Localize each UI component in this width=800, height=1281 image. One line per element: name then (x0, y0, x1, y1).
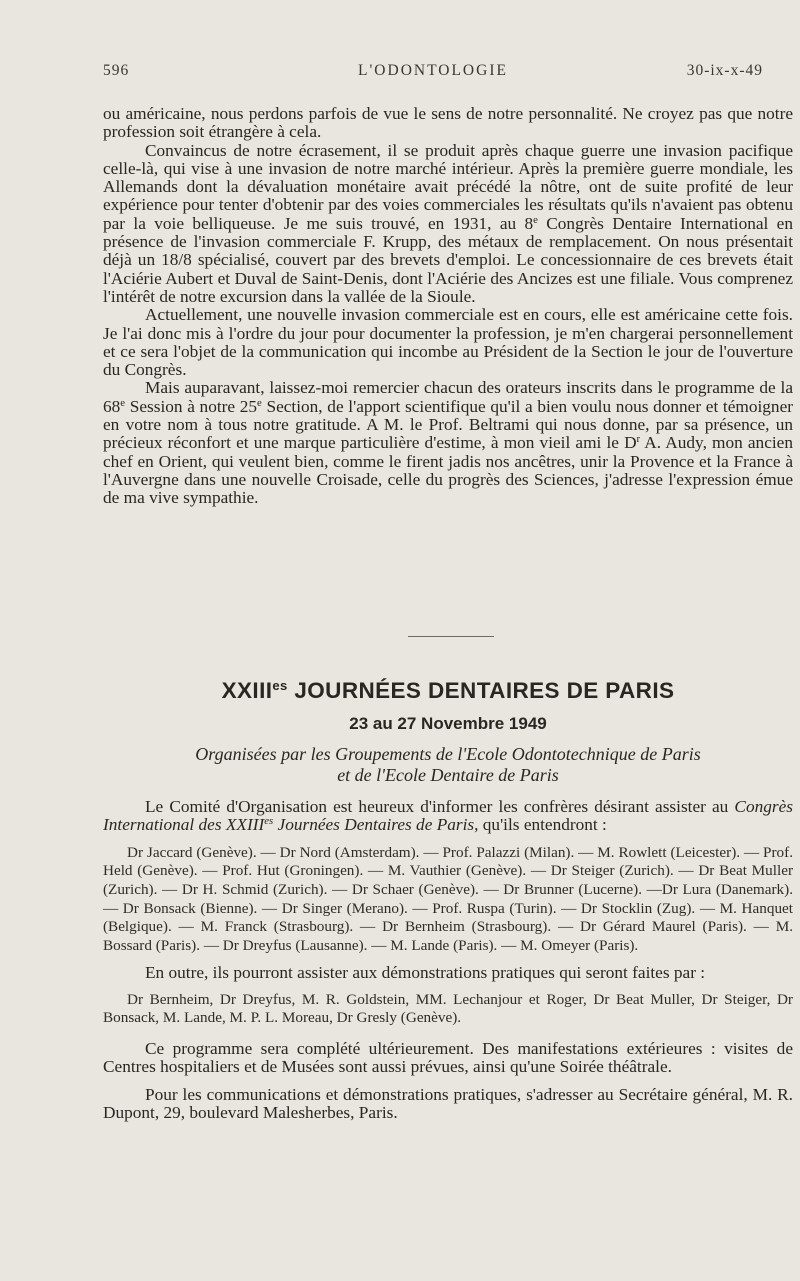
text-span: Journées Dentaires de Paris (273, 815, 475, 835)
text-span: Congrès International des XXIII (103, 797, 793, 835)
superscript: e (257, 396, 262, 409)
text-span: JOURNÉES DENTAIRES DE PARIS (287, 678, 675, 703)
demonstrators-list: Dr Bernheim, Dr Dreyfus, M. R. Goldstein, MM. Lechanjour et Roger, Dr Beat Muller, Dr Steiger, Dr Bonsack, M. Lande, M. P. L. Moreau, Dr Gresly (Genève). (103, 990, 793, 1027)
journal-title: L'ODONTOLOGIE (358, 62, 508, 79)
text-span: Section, de l'apport scientifique qu'il a bien voulu nous donner et témoigner en votre nom à tous notre gratitude. A M. le Prof. Beltrami qui nous donne, par sa présence, un précieux réconfort et une marque particulière d'estime, à mon vieil ami le D (103, 396, 793, 453)
text-span: Organisées par les Groupements de l'Ecole Odontotechnique de Paris (195, 744, 701, 764)
speakers-list: Dr Jaccard (Genève). — Dr Nord (Amsterdam). — Prof. Palazzi (Milan). — M. Rowlett (Leicester). — Prof. Held (Genève). — Prof. Hut (Groningen). — M. Vauthier (Genève). — Dr Steiger (Zurich). — Dr Beat Muller (Zurich). — Dr H. Schmid (Zurich). — Dr Schaer (Genève). — Dr Brunner (Lucerne). —Dr Lura (Danemark). — Dr Bonsack (Bienne). — Dr Singer (Merano). — Prof. Ruspa (Turin). — Dr Stocklin (Zug). — M. Hanquet (Belgique). — M. Franck (Strasbourg). — Dr Bernheim (Strasbourg). — Dr Gérard Maurel (Paris). — M. Bossard (Paris). — Dr Dreyfus (Lausanne). — M. Lande (Paris). — M. Omeyer (Paris). (103, 843, 793, 954)
text-span: A. Audy, mon ancien chef en Orient, qui veulent bien, comme le firent jadis nos ancêtres, unir la Provence et la France à l'Auvergne dans une nouvelle Croisade, celle du progrès des Sciences, j'adresse l'expression émue de ma vive sympathie. (103, 433, 793, 508)
intro-paragraph (103, 798, 793, 835)
text-span: Session à notre 25 (125, 396, 258, 416)
superscript: es (272, 678, 288, 694)
superscript: es (264, 815, 274, 828)
paragraph (103, 142, 793, 307)
organisers (103, 744, 793, 785)
event-dates: 23 au 27 Novembre 1949 (349, 714, 547, 733)
text-span: , qu'ils entendront : (474, 815, 607, 835)
announcement-title (103, 678, 793, 704)
programme-note: Ce programme sera complété ultérieurement. Des manifestations extérieures : visites de Centres hospitaliers et de Musées sont aussi prévues, ainsi qu'une Soirée théâtrale. (103, 1038, 793, 1077)
page-number: 596 (103, 62, 130, 79)
demos-intro: En outre, ils pourront assister aux démonstrations pratiques qui seront faites par : (145, 963, 706, 983)
speech-text (103, 105, 793, 508)
superscript: e (533, 213, 538, 226)
paragraph: ou américaine, nous perdons parfois de vue le sens de notre personnalité. Ne croyez pas que notre profession soit étrangère à cela. (103, 104, 793, 142)
section-divider (408, 636, 494, 637)
text-span: Le Comité d'Organisation est heureux d'informer les confrères désirant assister au (145, 797, 735, 816)
text-span: Mais auparavant, laissez-moi remercier chacun des orateurs inscrits dans le programme de la 68 (103, 378, 793, 416)
contact-paragraph: Pour les communications et démonstrations pratiques, s'adresser au Secrétaire général, M. R. Dupont, 29, boulevard Malesherbes, Paris. (103, 1084, 793, 1123)
text-span: et de l'Ecole Dentaire de Paris (337, 764, 559, 785)
paragraph (103, 379, 793, 507)
superscript: r (636, 433, 641, 446)
text-span: XXIII (221, 678, 273, 703)
announcement-section (103, 678, 793, 1123)
issue-date: 30-ix-x-49 (686, 62, 763, 79)
paragraph: Actuellement, une nouvelle invasion commerciale est en cours, elle est américaine cette fois. Je l'ai donc mis à l'ordre du jour pour documenter la profession, je m'en chargerai personnellement et ce sera l'objet de la communication qui incombe au Président de la Section le jour de l'ouverture du Congrès. (103, 305, 793, 380)
superscript: e (120, 396, 126, 409)
text-span: Congrès Dentaire International en présence de l'invasion commerciale F. Krupp, des métaux de remplacement. On nous présentait déjà un 18/8 spécialisé, couvert par des brevets d'emploi. Le concessionnaire de ces brevets était l'Aciérie Aubert et Duval de Saint-Denis, dont l'Aciérie des Ancizes est une filiale. Vous comprenez l'intérêt de notre excursion dans la vallée de la Sioule. (103, 213, 793, 306)
text-span: Convaincus de notre écrasement, il se produit après chaque guerre une invasion pacifique celle-là, qui vise à une invasion de notre marché intérieur. Après la première guerre mondiale, les Allemands dont la dévaluation monétaire avait précédé la nôtre, ont de suite profité de leur expérience pour tenter d'obtenir par des voies commerciales les résultats qu'ils n'avaient pas obtenu par la voie belliqueuse. Je me suis trouvé, en 1931, au 8 (103, 140, 793, 233)
